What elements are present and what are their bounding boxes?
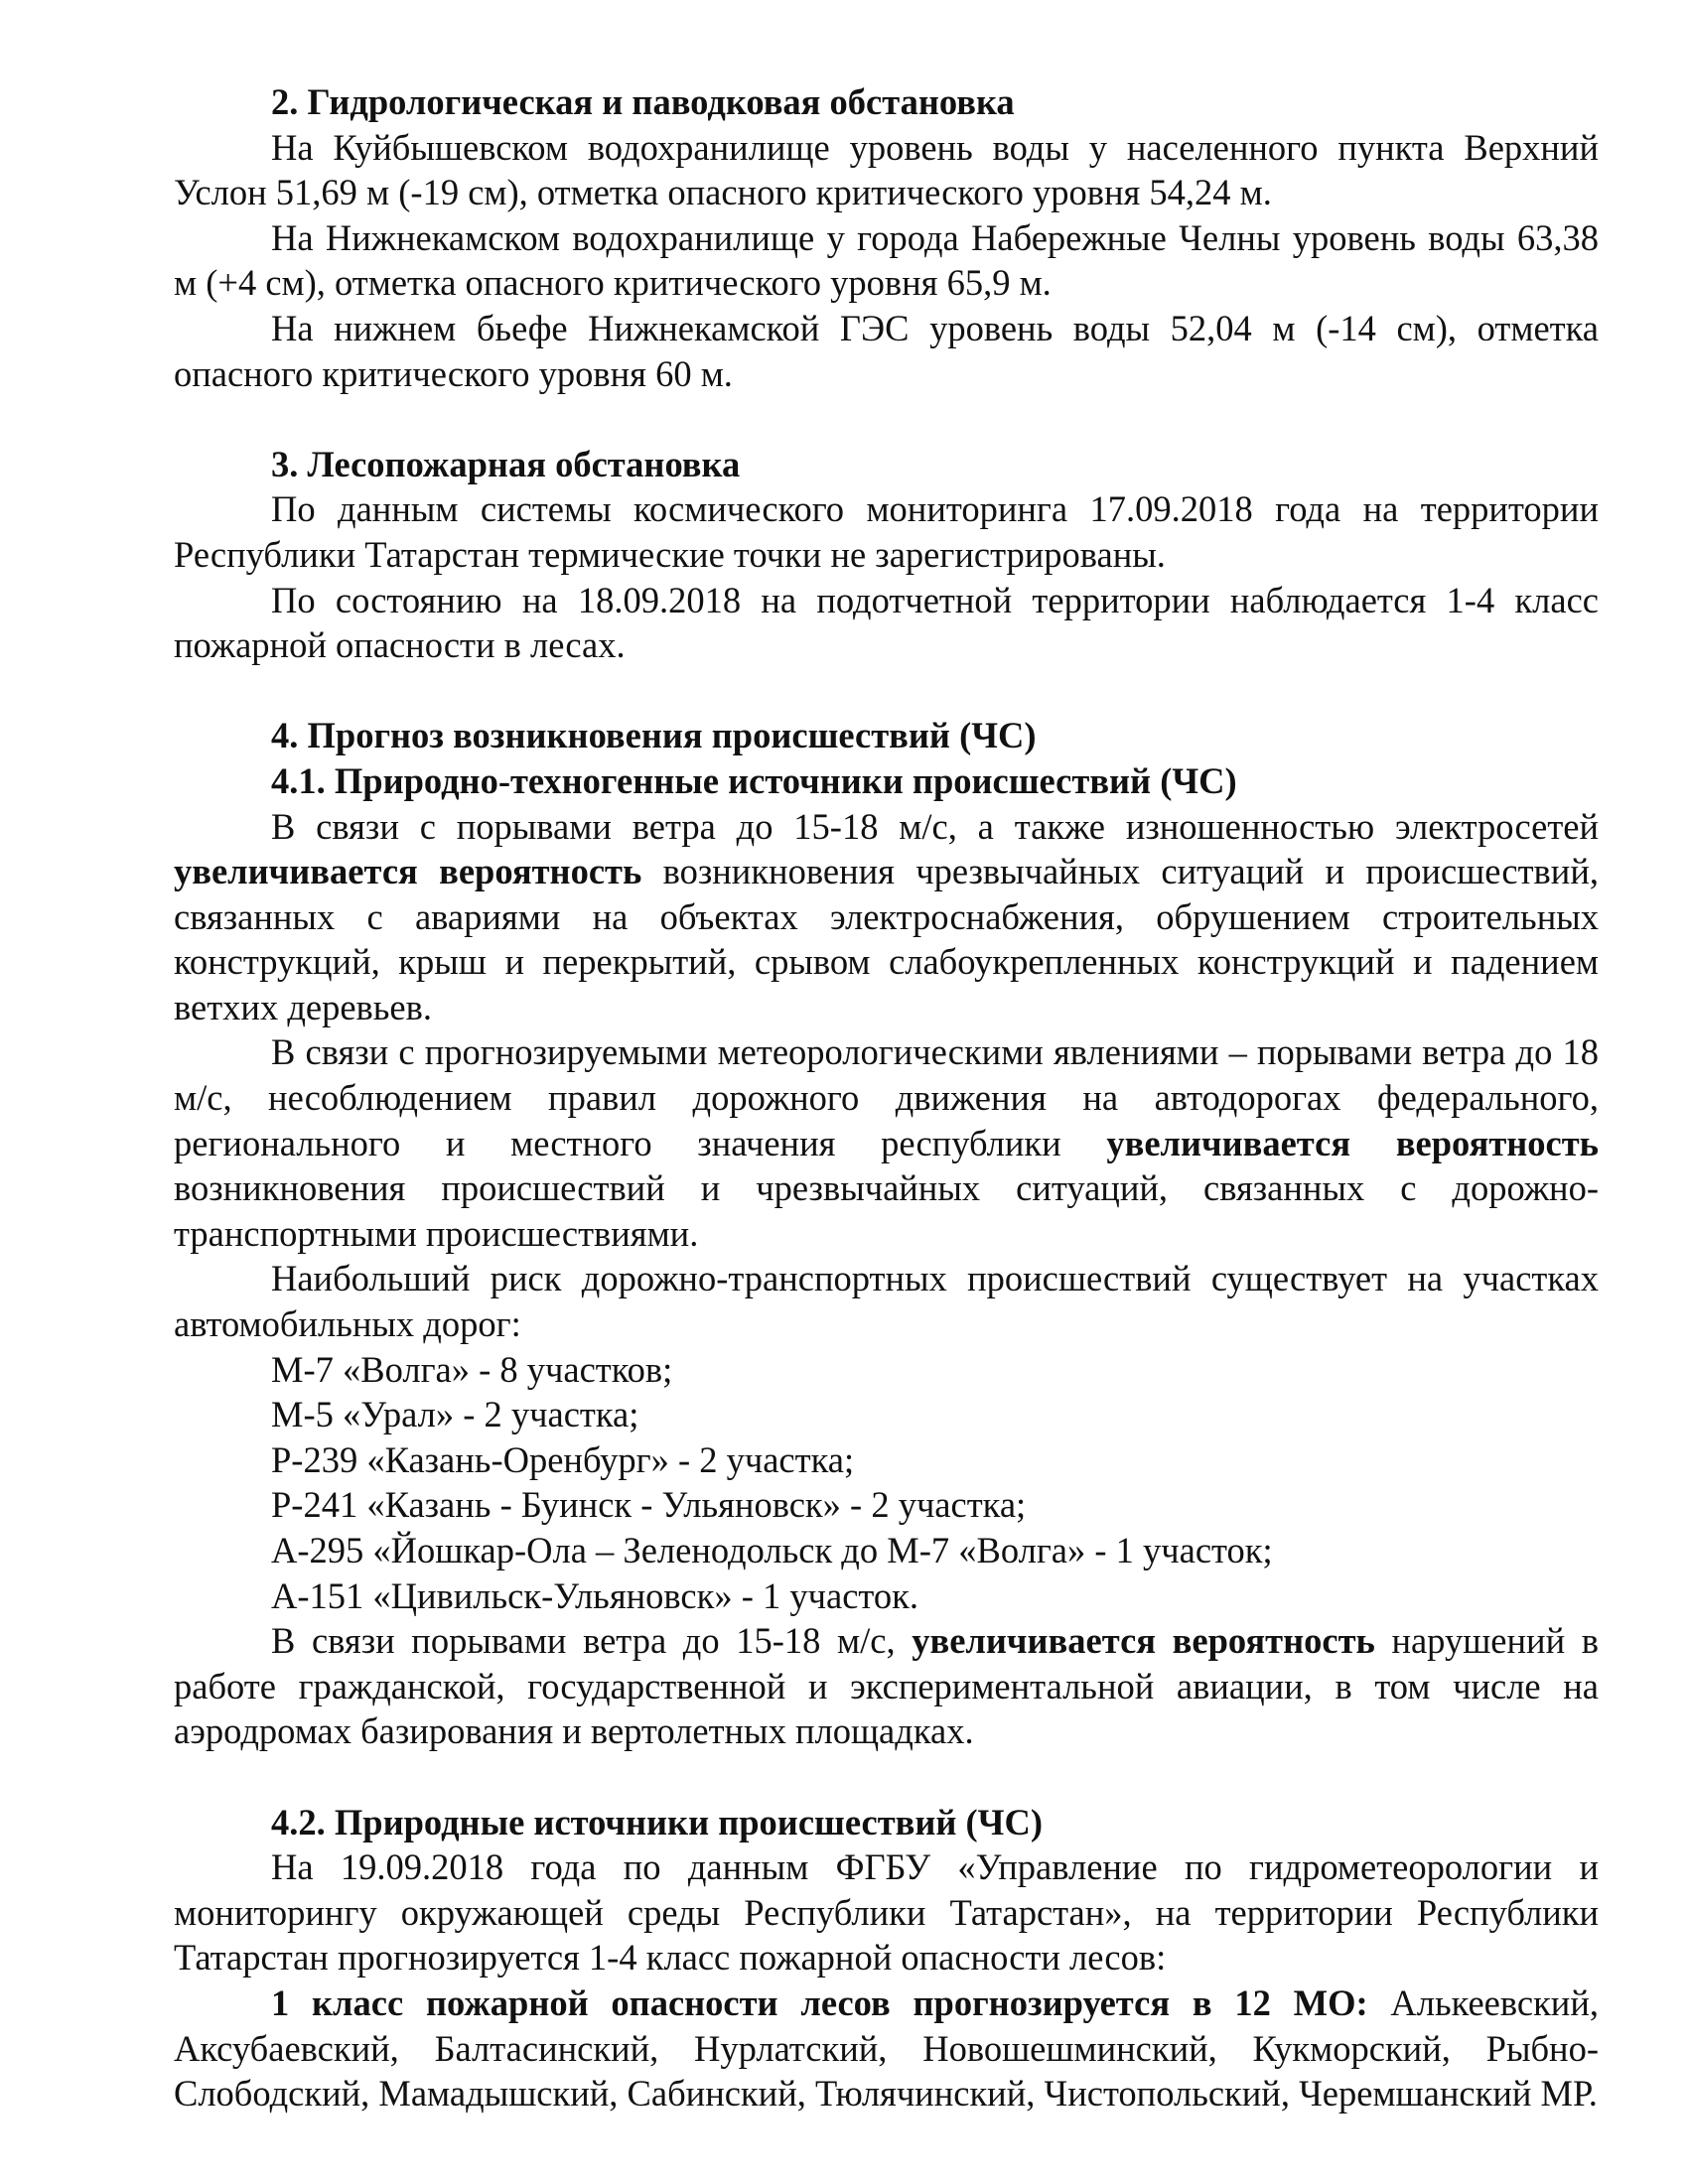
emphasis-text: увеличивается вероятность <box>174 851 642 892</box>
emphasis-text: 1 класс пожарной опасности лесов прогнозируется в 12 МО: <box>271 1981 1368 2023</box>
road-list-item: М-5 «Урал» - 2 участка; <box>271 1394 639 1435</box>
spacer <box>174 396 1599 442</box>
section-2-paragraph-3: На нижнем бьефе Нижнекамской ГЭС уровень воды 52,04 м (-14 см), отметка опасного критического уровня 60 м. <box>174 307 1599 394</box>
section-3-paragraph-1: По данным системы космического мониторинга 17.09.2018 года на территории Республики Татарстан термические точки не зарегистрированы. <box>174 488 1599 575</box>
road-list-item: Р-239 «Казань-Оренбург» - 2 участка; <box>271 1438 855 1480</box>
emphasis-text: увеличивается вероятность <box>1106 1122 1599 1163</box>
section-2-paragraph-1: На Куйбышевском водохранилище уровень воды у населенного пункта Верхний Услон 51,69 м (-19 см), отметка опасного критического уровня 54,24 м. <box>174 126 1599 213</box>
road-list-item: М-7 «Волга» - 8 участков; <box>271 1348 673 1390</box>
spacer <box>174 1754 1599 1800</box>
paragraph-text: В связи с порывами ветра до 15-18 м/с, а также изношенностью электросетей <box>271 805 1599 847</box>
paragraph-text: возникновения происшествий и чрезвычайных ситуаций, связанных с дорожно-транспортными происшествиями. <box>174 1167 1599 1254</box>
section-3-paragraph-2: По состоянию на 18.09.2018 на подотчетной территории наблюдается 1-4 класс пожарной опасности в лесах. <box>174 579 1599 666</box>
section-2-paragraph-2: На Нижнекамском водохранилище у города Набережные Челны уровень воды 63,38 м (+4 см), отметка опасного критического уровня 65,9 м. <box>174 216 1599 304</box>
paragraph-text: Алькеевский, Аксубаевский, Балтасинский, Нурлатский, Новошешминский, Кукморский, Рыбно-Слободский, Мамадышский, Сабинский, Тюлячинский, Чистопольский, Черемшанский МР. <box>174 1981 1600 2115</box>
section-4-1-paragraph-4 <box>174 1618 1599 1754</box>
emphasis-text: увеличивается вероятность <box>912 1620 1375 1662</box>
spacer <box>174 668 1599 714</box>
section-4-1-heading: 4.1. Природно-техногенные источники происшествий (ЧС) <box>271 759 1237 801</box>
section-4-2-heading: 4.2. Природные источники происшествий (ЧС) <box>271 1801 1043 1843</box>
section-4-1-paragraph-1 <box>174 804 1599 1030</box>
paragraph-text: В связи порывами ветра до 15-18 м/с, <box>271 1620 913 1662</box>
section-4-1-paragraph-2 <box>174 1029 1599 1256</box>
paragraph-text: нарушений в работе гражданской, государственной и экспериментальной авиации, в том числе на аэродромах базирования и вертолетных площадках. <box>174 1620 1599 1752</box>
road-list-item: Р-241 «Казань - Буинск - Ульяновск» - 2 участка; <box>271 1484 1027 1526</box>
section-4-2-paragraph-2 <box>174 1980 1599 2116</box>
paragraph-text: В связи с прогнозируемыми метеорологическими явлениями – порывами ветра до 18 м/с, несоблюдением правил дорожного движения на автодорогах федерального, регионального и местного значения республики <box>174 1031 1599 1163</box>
section-2-heading: 2. Гидрологическая и паводковая обстановка <box>271 81 1015 122</box>
section-3-heading: 3. Лесопожарная обстановка <box>271 443 741 484</box>
road-list <box>174 1347 1599 1619</box>
section-4-2-paragraph-1: На 19.09.2018 года по данным ФГБУ «Управление по гидрометеорологии и мониторингу окружающей среды Республики Татарстан», на территории Республики Татарстан прогнозируется 1-4 класс пожарной опасности лесов: <box>174 1846 1599 1979</box>
section-4-heading: 4. Прогноз возникновения происшествий (ЧС) <box>271 715 1037 756</box>
road-list-item: А-151 «Цивильск-Ульяновск» - 1 участок. <box>271 1574 918 1616</box>
road-list-item: А-295 «Йошкар-Ола – Зеленодольск до М-7 «Волга» - 1 участок; <box>271 1530 1273 1570</box>
paragraph-text: возникновения чрезвычайных ситуаций и происшествий, связанных с авариями на объектах электроснабжения, обрушением строительных конструкций, крыш и перекрытий, срывом слабоукрепленных конструкций и падением ветхих деревьев. <box>174 851 1599 1027</box>
section-4-1-paragraph-3: Наибольший риск дорожно-транспортных происшествий существует на участках автомобильных дорог: <box>174 1258 1599 1345</box>
